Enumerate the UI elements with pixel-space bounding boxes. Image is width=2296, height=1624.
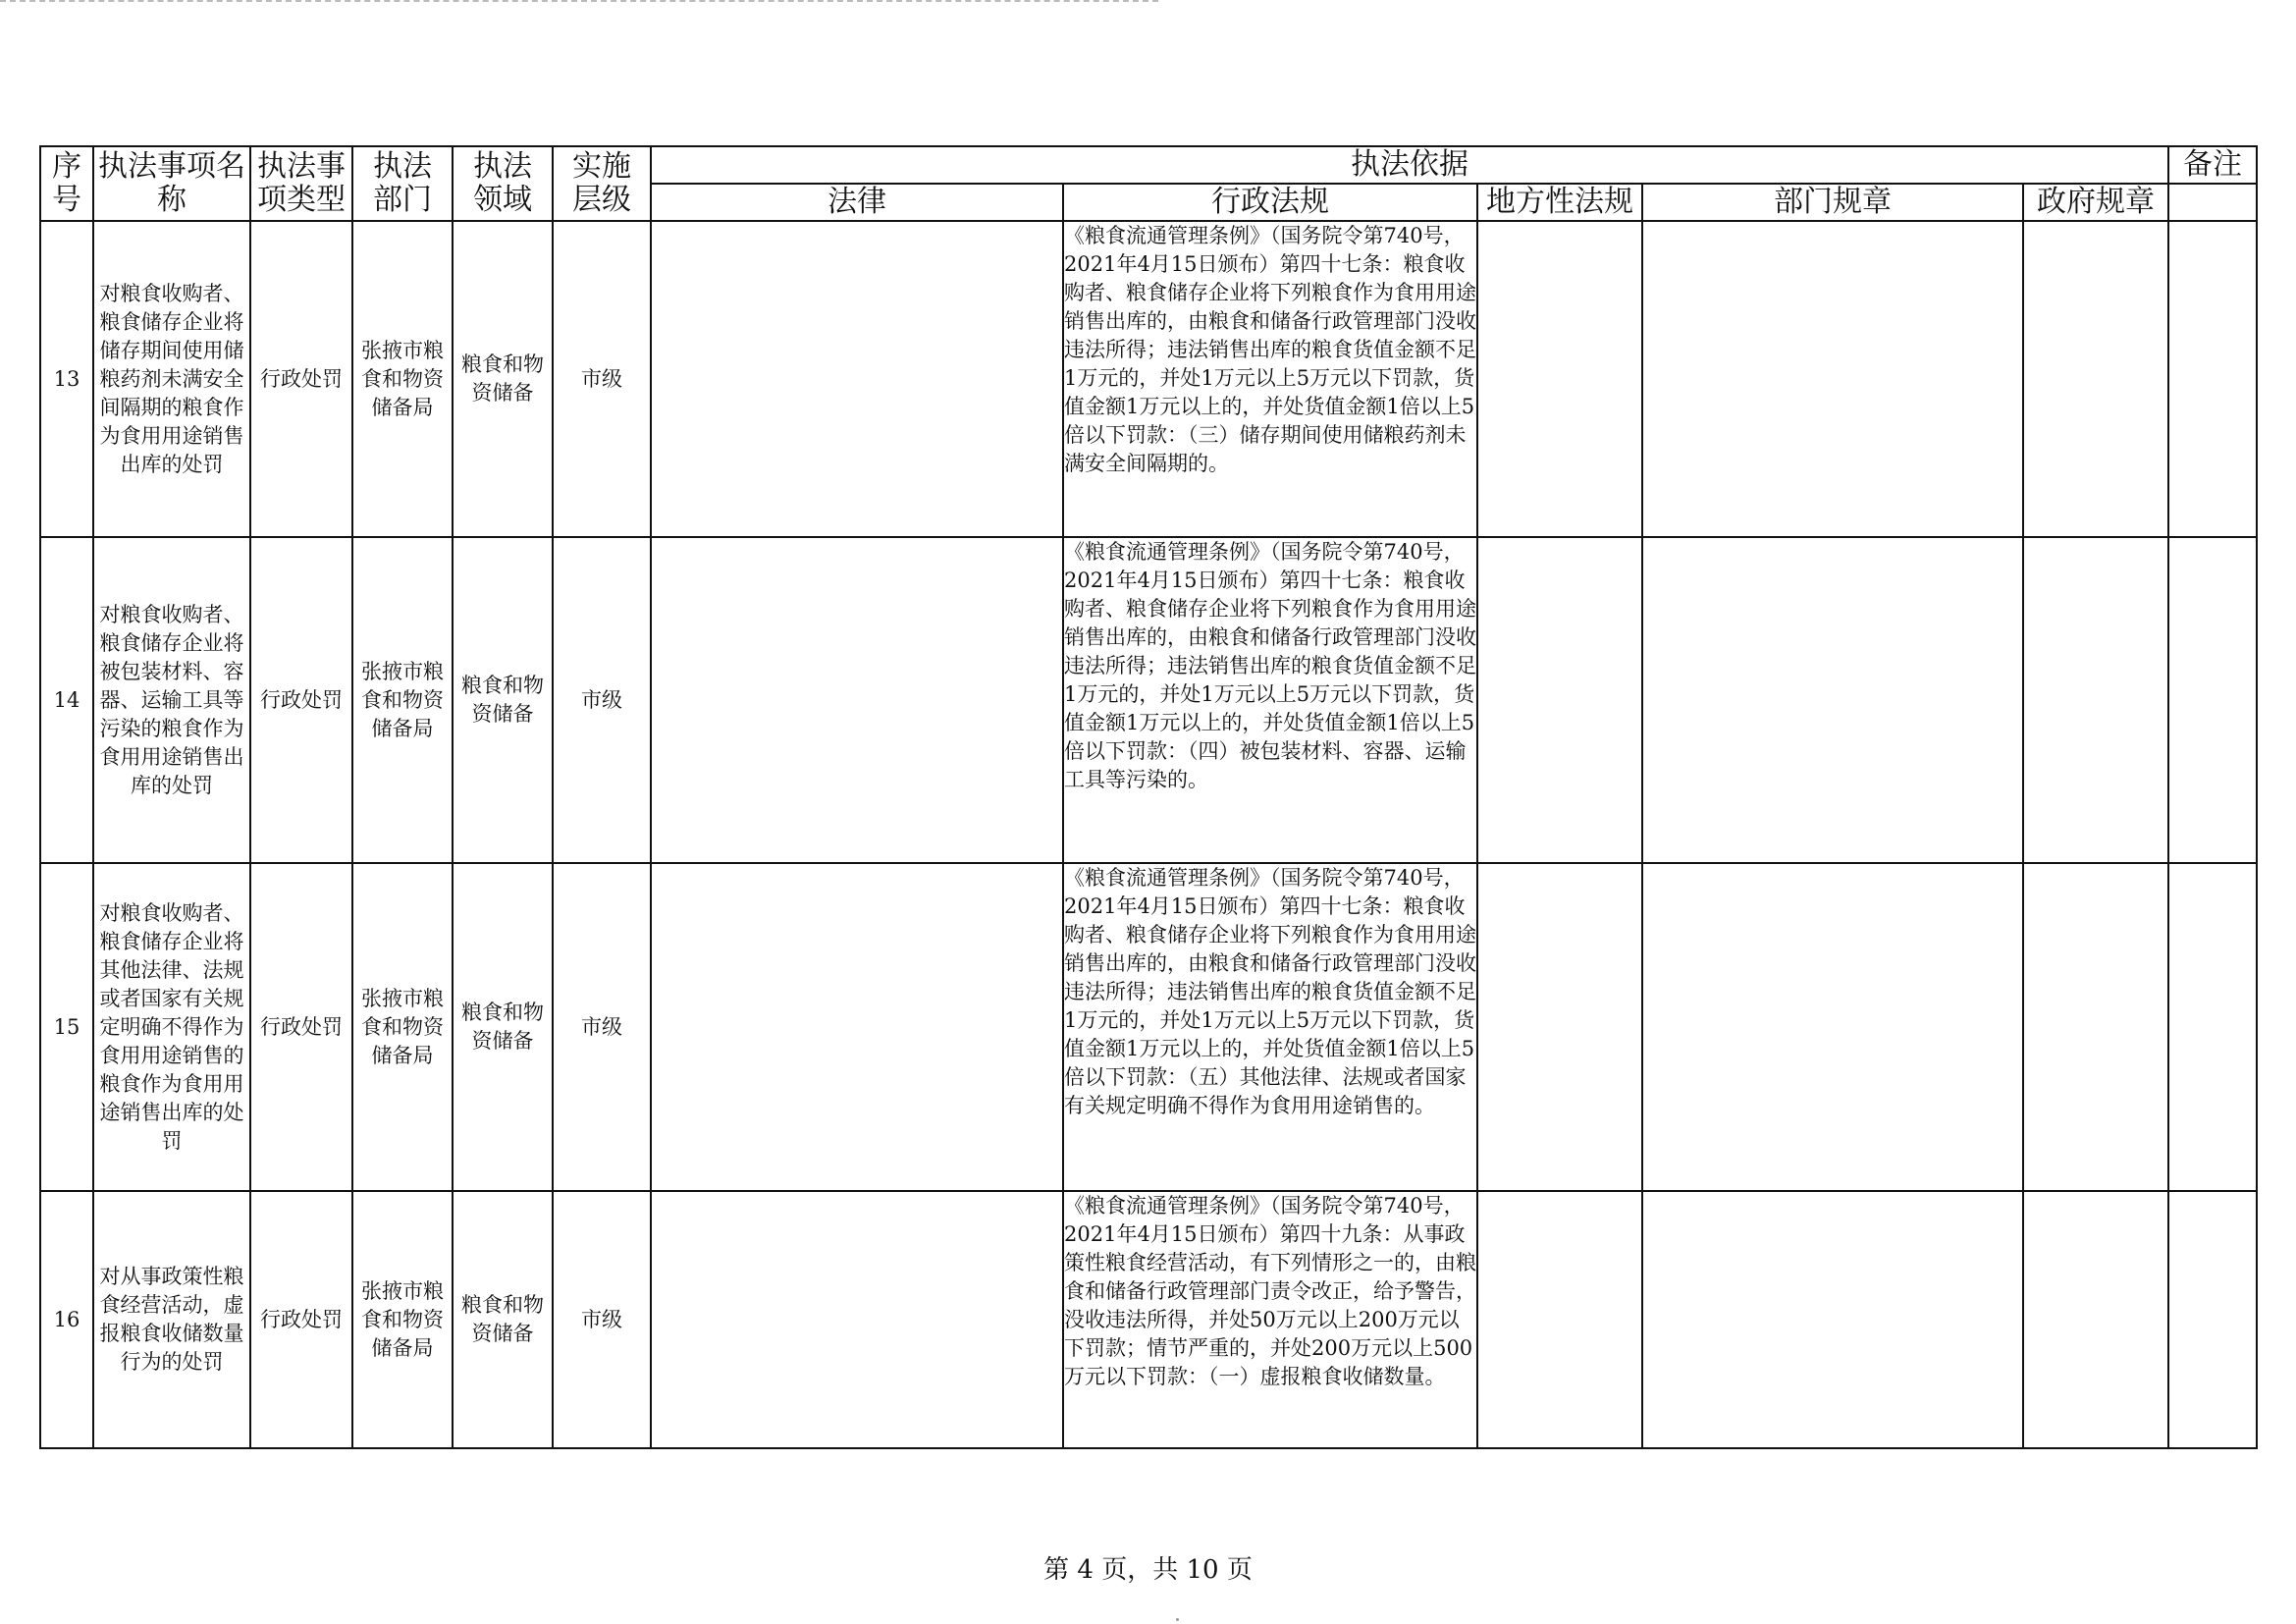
header-gov-rule: 政府规章 [2023,184,2168,221]
row-item-name: 对粮食收购者、粮食储存企业将被包装材料、容器、运输工具等污染的粮食作为食用用途销售出库的处罚 [93,537,250,863]
row-domain: 粮食和物资储备 [453,1191,553,1448]
row-item-name: 对粮食收购者、粮食储存企业将储存期间使用储粮药剂未满安全间隔期的粮食作为食用用途销售出库的处罚 [93,221,250,537]
row-law [651,863,1063,1191]
row-item-name: 对粮食收购者、粮食储存企业将其他法律、法规或者国家有关规定明确不得作为食用用途销售的粮食作为食用用途销售出库的处罚 [93,863,250,1191]
table-row [40,1191,2257,1448]
row-department: 张掖市粮食和物资储备局 [352,537,453,863]
row-dept-rule [1642,537,2023,863]
row-item-type: 行政处罚 [250,863,352,1191]
row-seq: 14 [40,537,93,863]
row-domain: 粮食和物资储备 [453,537,553,863]
header-admin-reg: 行政法规 [1063,184,1477,221]
header-remarks: 备注 [2168,146,2257,184]
row-local-reg [1477,863,1642,1191]
row-domain: 粮食和物资储备 [453,863,553,1191]
row-level: 市级 [553,1191,651,1448]
row-item-type: 行政处罚 [250,537,352,863]
row-admin-reg: 《粮食流通管理条例》（国务院令第740号，2021年4月15日颁布）第四十九条：从事政策性粮食经营活动，有下列情形之一的，由粮食和储备行政管理部门责令改正，给予警告，没收违法所得，并处50万元以上200万元以下罚款；情节严重的，并处200万元以上500万元以下罚款：（一）虚报粮食收储数量。 [1063,1191,1477,1448]
top-rule [0,0,1158,2]
row-seq: 13 [40,221,93,537]
row-local-reg [1477,537,1642,863]
enforcement-table [39,145,2258,1449]
row-dept-rule [1642,1191,2023,1448]
row-remarks [2168,537,2257,863]
row-gov-rule [2023,537,2168,863]
row-law [651,221,1063,537]
header-domain: 执法 领域 [453,146,553,221]
row-remarks [2168,221,2257,537]
table-row [40,863,2257,1191]
row-admin-reg: 《粮食流通管理条例》（国务院令第740号，2021年4月15日颁布）第四十七条：粮食收购者、粮食储存企业将下列粮食作为食用用途销售出库的，由粮食和储备行政管理部门没收违法所得；违法销售出库的粮食货值金额不足1万元的，并处1万元以上5万元以下罚款，货值金额1万元以上的，并处货值金额1倍以上5倍以下罚款：（四）被包装材料、容器、运输工具等污染的。 [1063,537,1477,863]
row-item-type: 行政处罚 [250,1191,352,1448]
table-row [40,221,2257,537]
row-department: 张掖市粮食和物资储备局 [352,1191,453,1448]
row-level: 市级 [553,863,651,1191]
header-level: 实施 层级 [553,146,651,221]
row-seq: 15 [40,863,93,1191]
row-admin-reg: 《粮食流通管理条例》（国务院令第740号，2021年4月15日颁布）第四十七条：粮食收购者、粮食储存企业将下列粮食作为食用用途销售出库的，由粮食和储备行政管理部门没收违法所得；违法销售出库的粮食货值金额不足1万元的，并处1万元以上5万元以下罚款，货值金额1万元以上的，并处货值金额1倍以上5倍以下罚款：（五）其他法律、法规或者国家有关规定明确不得作为食用用途销售的。 [1063,863,1477,1191]
row-local-reg [1477,1191,1642,1448]
row-seq: 16 [40,1191,93,1448]
row-dept-rule [1642,221,2023,537]
header-basis: 执法依据 [651,146,2168,184]
row-remarks [2168,1191,2257,1448]
header-department: 执法 部门 [352,146,453,221]
row-remarks [2168,863,2257,1191]
page-number: 第 4 页，共 10 页 [1043,1555,1253,1585]
header-local-reg: 地方性法规 [1477,184,1642,221]
row-dept-rule [1642,863,2023,1191]
row-level: 市级 [553,221,651,537]
scan-speck [1176,1618,1179,1621]
header-item-name: 执法事项名 称 [93,146,250,221]
header-item-type: 执法事 项类型 [250,146,352,221]
row-item-type: 行政处罚 [250,221,352,537]
row-level: 市级 [553,537,651,863]
row-department: 张掖市粮食和物资储备局 [352,221,453,537]
header-remarks-blank [2168,184,2257,221]
row-local-reg [1477,221,1642,537]
row-law [651,1191,1063,1448]
row-admin-reg: 《粮食流通管理条例》（国务院令第740号，2021年4月15日颁布）第四十七条：粮食收购者、粮食储存企业将下列粮食作为食用用途销售出库的，由粮食和储备行政管理部门没收违法所得；违法销售出库的粮食货值金额不足1万元的，并处1万元以上5万元以下罚款，货值金额1万元以上的，并处货值金额1倍以上5倍以下罚款：（三）储存期间使用储粮药剂未满安全间隔期的。 [1063,221,1477,537]
header-seq: 序 号 [40,146,93,221]
table-row [40,537,2257,863]
header-law: 法律 [651,184,1063,221]
row-law [651,537,1063,863]
row-gov-rule [2023,863,2168,1191]
row-gov-rule [2023,221,2168,537]
header-dept-rule: 部门规章 [1642,184,2023,221]
row-domain: 粮食和物资储备 [453,221,553,537]
row-gov-rule [2023,1191,2168,1448]
header-row-1 [40,146,2257,184]
row-item-name: 对从事政策性粮食经营活动，虚报粮食收储数量行为的处罚 [93,1191,250,1448]
row-department: 张掖市粮食和物资储备局 [352,863,453,1191]
